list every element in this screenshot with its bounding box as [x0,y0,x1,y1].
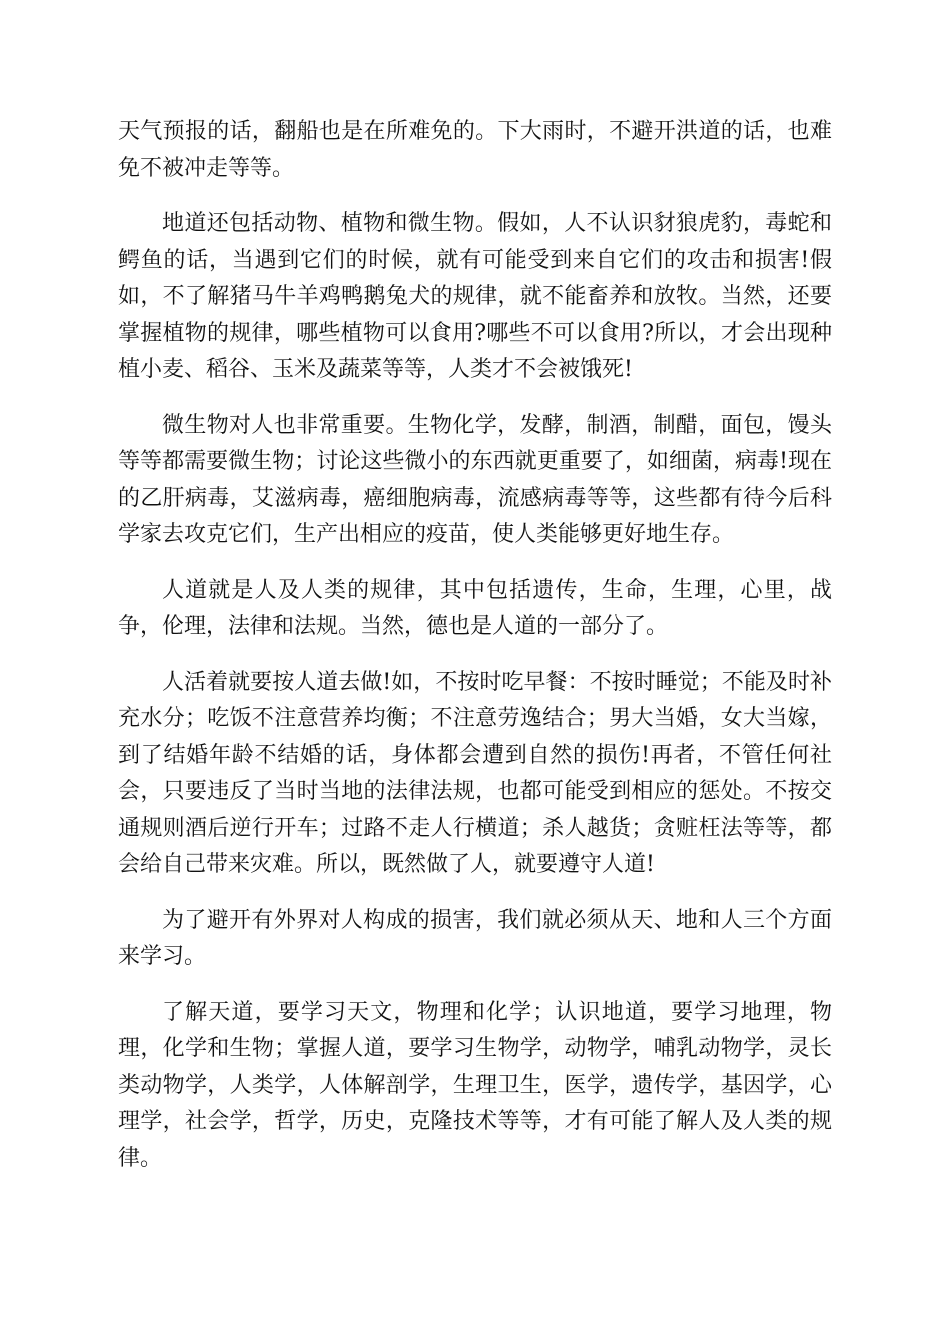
paragraph-3: 微生物对人也非常重要。生物化学，发酵，制酒，制醋，面包，馒头等等都需要微生物；讨论这些微小的东西就更重要了，如细菌，病毒!现在的乙肝病毒，艾滋病毒，癌细胞病毒，流感病毒等等，这些都有待今后科学家去攻克它们，生产出相应的疫苗，使人类能够更好地生存。 [118,412,832,547]
paragraph-4: 人道就是人及人类的规律，其中包括遗传，生命，生理，心里，战争，伦理，法律和法规。当然，德也是人道的一部分了。 [118,577,832,639]
paragraph-2: 地道还包括动物、植物和微生物。假如，人不认识豺狼虎豹，毒蛇和鳄鱼的话，当遇到它们的时候，就有可能受到来自它们的攻击和损害!假如，不了解猪马牛羊鸡鸭鹅兔犬的规律，就不能畜养和放牧。当然，还要掌握植物的规律，哪些植物可以食用?哪些不可以食用?所以，才会出现种植小麦、稻谷、玉米及蔬菜等等，人类才不会被饿死! [118,211,832,382]
document-page [118,114,832,1196]
paragraph-1: 天气预报的话，翻船也是在所难免的。下大雨时，不避开洪道的话，也难免不被冲走等等。 [118,119,832,181]
paragraph-6: 为了避开有外界对人构成的损害，我们就必须从天、地和人三个方面来学习。 [118,907,832,969]
paragraph-5: 人活着就要按人道去做!如，不按时吃早餐：不按时睡觉；不能及时补充水分；吃饭不注意营养均衡；不注意劳逸结合；男大当婚，女大当嫁，到了结婚年龄不结婚的话，身体都会遭到自然的损伤!再者，不管任何社会，只要违反了当时当地的法律法规，也都可能受到相应的惩处。不按交通规则酒后逆行开车；过路不走人行横道；杀人越货；贪赃枉法等等，都会给自己带来灾难。所以，既然做了人，就要遵守人道! [118,669,832,877]
paragraph-7: 了解天道，要学习天文，物理和化学；认识地道，要学习地理，物理，化学和生物；掌握人道，要学习生物学，动物学，哺乳动物学，灵长类动物学，人类学，人体解剖学，生理卫生，医学，遗传学，基因学，心理学，社会学，哲学，历史，克隆技术等等，才有可能了解人及人类的规律。 [118,999,832,1171]
